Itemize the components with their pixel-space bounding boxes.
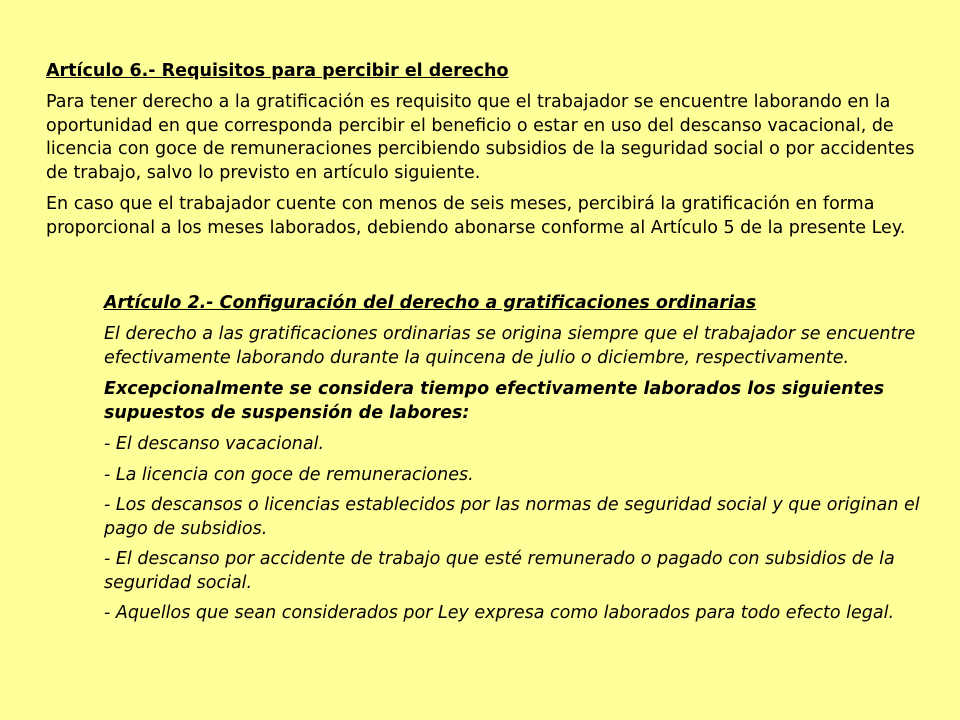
list-item: - El descanso por accidente de trabajo que esté remunerado o pagado con subsidios de la seguridad social.: [104, 549, 895, 593]
list-item: - La licencia con goce de remuneraciones.: [104, 464, 474, 485]
list-item: - El descanso vacacional.: [104, 434, 325, 454]
article-6-paragraph-2: En caso que el trabajador cuente con menos de seis meses, percibirá la gratificación en forma proporcional a los meses laborados, debiendo abonarse conforme al Artículo 5 de la presente Ley.: [46, 194, 906, 238]
article-6-paragraph-1: Para tener derecho a la gratificación es requisito que el trabajador se encuentre laborando en la oportunidad en que corresponda percibir el beneficio o estar en uso del descanso vacacional, de licencia con goce de remuneraciones percibiendo subsidios de la seguridad social o por accidentes de trabajo, salvo lo previsto en artículo siguiente.: [46, 92, 915, 183]
article-6-heading: Artículo 6.- Requisitos para percibir el derecho: [46, 61, 509, 81]
article-2-exception-intro: Excepcionalmente se considera tiempo efectivamente laborados los siguientes supuestos de suspensión de labores:: [104, 379, 885, 423]
article-2-heading: Artículo 2.- Configuración del derecho a gratificaciones ordinarias: [104, 293, 757, 313]
list-item: - Los descansos o licencias establecidos por las normas de seguridad social y que originan el pago de subsidios.: [104, 495, 920, 539]
article-2-paragraph: El derecho a las gratificaciones ordinarias se origina siempre que el trabajador se encuentre efectivamente laborando durante la quincena de julio o diciembre, respectivamente.: [104, 324, 916, 368]
article-6-section: [46, 59, 936, 248]
article-2-section: [104, 291, 936, 633]
list-item: - Aquellos que sean considerados por Ley expresa como laborados para todo efecto legal.: [104, 603, 895, 623]
